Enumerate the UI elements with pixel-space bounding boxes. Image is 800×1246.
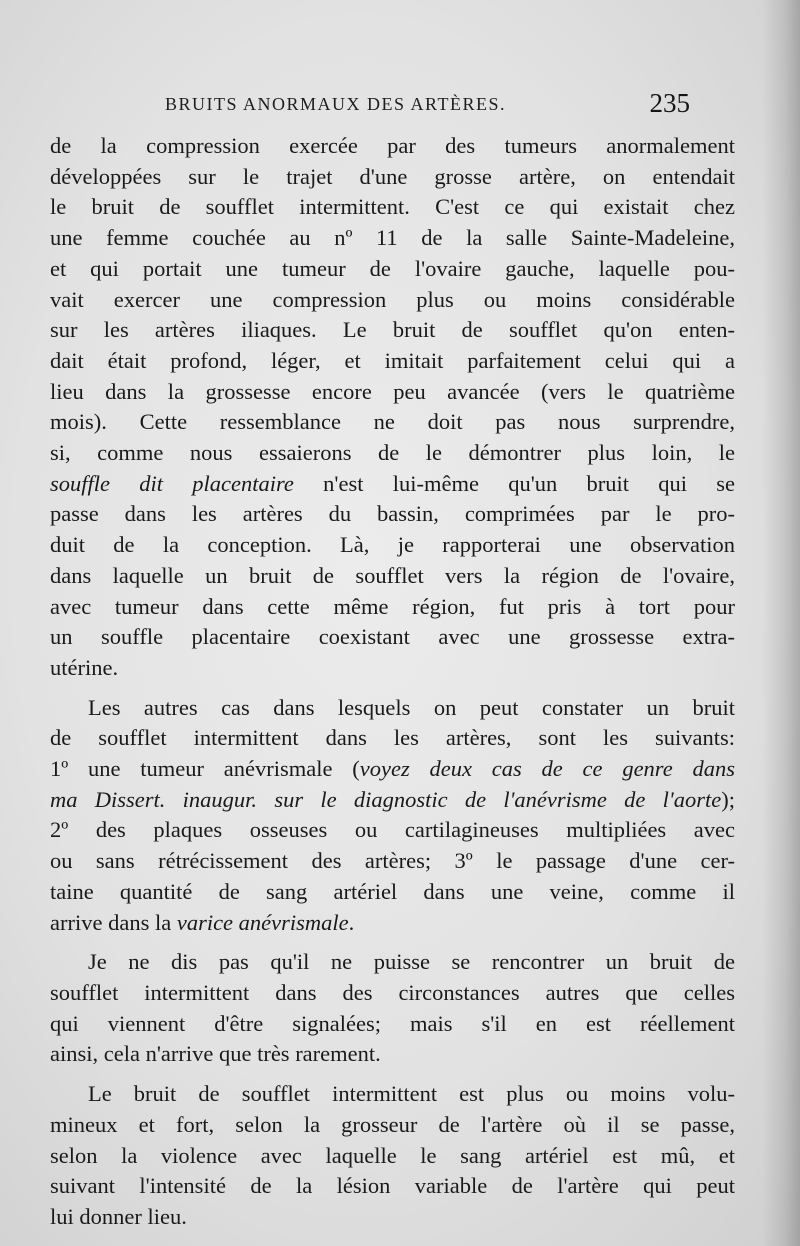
text-span: 1º une tumeur anévrismale ( <box>50 756 360 782</box>
text-line: selon la violence avec laquelle le sang artériel est mû, et <box>50 1142 735 1168</box>
text-line: développées sur le trajet d'une grosse artère, on entendait <box>50 163 735 189</box>
italic-term: souffle dit placentaire <box>50 470 294 496</box>
text-line: de la compression exercée par des tumeurs anormalement <box>50 133 735 158</box>
text-line: lui donner lieu. <box>50 1203 187 1229</box>
text-line: un souffle placentaire coexistant avec une grossesse extra- <box>50 624 735 650</box>
text-line: Le bruit de soufflet intermittent est plus ou moins volu- <box>88 1081 735 1107</box>
text-line: mineux et fort, selon la grosseur de l'artère où il se passe, <box>50 1111 735 1137</box>
text-line: ou sans rétrécissement des artères; 3º le passage d'une cer- <box>50 848 735 874</box>
text-line: duit de la conception. Là, je rapporterai une observation <box>50 532 735 558</box>
text-line <box>50 908 735 939</box>
text-line: avec tumeur dans cette même région, fut pris à tort pour <box>50 593 735 619</box>
text-line: qui viennent d'être signalées; mais s'il en est réellement <box>50 1010 735 1036</box>
text-line: soufflet intermittent dans des circonstances autres que celles <box>50 979 735 1005</box>
running-title: BRUITS ANORMAUX DES ARTÈRES. <box>165 94 506 114</box>
text-line: lieu dans la grossesse encore peu avancée (vers le quatrième <box>50 378 735 404</box>
text-line <box>50 785 735 816</box>
text-line: vait exercer une compression plus ou moins considérable <box>50 286 735 312</box>
text-line: dans laquelle un bruit de soufflet vers la région de l'ovaire, <box>50 562 735 588</box>
text-line: ainsi, cela n'arrive que très rarement. <box>50 1041 381 1067</box>
text-line: utérine. <box>50 654 119 680</box>
text-line: et qui portait une tumeur de l'ovaire gauche, laquelle pou- <box>50 255 735 281</box>
paragraph-2 <box>50 693 735 939</box>
text-line: passe dans les artères du bassin, comprimées par le pro- <box>50 501 735 527</box>
paragraph-1 <box>50 131 735 684</box>
body-text <box>50 131 735 1233</box>
italic-term: varice anévrismale <box>176 909 349 935</box>
text-line: de soufflet intermittent dans les artères, sont les suivants: <box>50 725 735 751</box>
text-line <box>50 469 735 500</box>
text-line: si, comme nous essaierons de le démontrer plus loin, le <box>50 440 735 466</box>
text-line: 2º des plaques osseuses ou cartilagineuses multipliées avec <box>50 817 735 843</box>
text-line: le bruit de soufflet intermittent. C'est ce qui existait chez <box>50 194 735 220</box>
text-span: n'est lui-même qu'un bruit qui se <box>293 470 736 496</box>
text-span: arrive dans la <box>50 909 177 935</box>
text-span: ); <box>721 786 735 812</box>
text-line: Les autres cas dans lesquels on peut constater un bruit <box>88 694 735 720</box>
text-line <box>50 754 735 785</box>
text-line: Je ne dis pas qu'il ne puisse se rencontrer un bruit de <box>88 949 735 975</box>
page-number: 235 <box>649 88 690 118</box>
italic-reference: ma Dissert. inaugur. sur le diagnostic de l'anévrisme de l'aorte <box>50 786 722 812</box>
text-line: dait était profond, léger, et imitait parfaitement celui qui a <box>50 347 735 373</box>
text-line: mois). Cette ressemblance ne doit pas nous surprendre, <box>50 409 735 435</box>
text-line: suivant l'intensité de la lésion variable de l'artère qui peut <box>50 1173 735 1199</box>
text-line: sur les artères iliaques. Le bruit de soufflet qu'on enten- <box>50 317 735 343</box>
paragraph-4 <box>50 1079 735 1233</box>
text-line: taine quantité de sang artériel dans une veine, comme il <box>50 878 735 904</box>
page-header <box>60 88 700 124</box>
paragraph-3 <box>50 947 735 1070</box>
text-line: une femme couchée au nº 11 de la salle Sainte-Madeleine, <box>50 225 735 251</box>
page-gutter-shadow <box>762 0 800 1246</box>
text-span: . <box>348 909 355 935</box>
italic-reference: voyez deux cas de ce genre dans <box>359 756 735 782</box>
